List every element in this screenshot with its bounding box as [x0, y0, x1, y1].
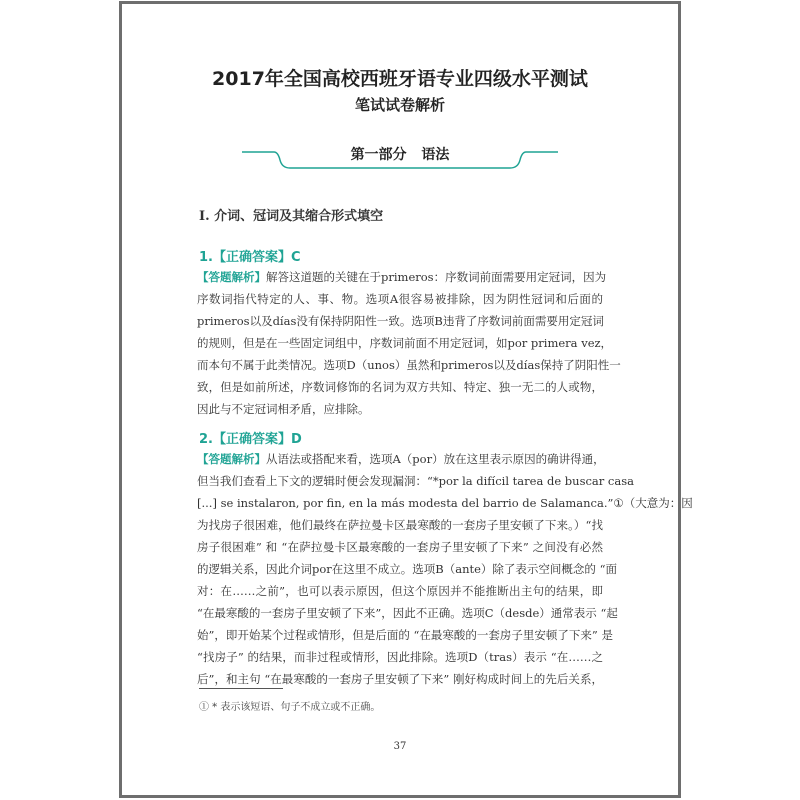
answer-label-1: 1.【正确答案】C [199, 250, 301, 265]
footnote: ① * 表示该短语、句子不成立或不正确。 [199, 702, 381, 713]
analysis-2 [197, 448, 693, 690]
text-line: “找房子” 的结果，而非过程或情形，因此排除。选项D（tras）表示 “在……之 [197, 650, 603, 664]
text-line: 解答这道题的关键在于primeros：序数词前面需要用定冠词，因为 [266, 270, 607, 284]
text-line: 而本句不属于此类情况。选项D（unos）虽然和primeros以及días保持了阴阳性一 [197, 358, 621, 372]
text-line: 致，但是如前所述，序数词修饰的名词为双方共知、特定、独一无二的人或物， [197, 380, 603, 394]
part-title: 第一部分 语法 [350, 147, 450, 163]
text-line: 对：在……之前”，也可以表示原因，但这个原因并不能推断出主句的结果，即 [197, 584, 603, 598]
text-line: 房子很困难” 和 “在萨拉曼卡区最寒酸的一套房子里安顿了下来” 之间没有必然 [197, 540, 603, 554]
document-subtitle: 笔试试卷解析 [354, 96, 445, 114]
text-line: 从语法或搭配来看，选项A（por）放在这里表示原因的确讲得通， [266, 452, 605, 466]
text-line: 但当我们查看上下文的逻辑时便会发现漏洞：“*por la difícil tarea de buscar casa [197, 474, 634, 488]
text-line: 为找房子很困难，他们最终在萨拉曼卡区最寒酸的一套房子里安顿了下来。）“找 [197, 518, 603, 532]
text-line: 因此与不定冠词相矛盾，应排除。 [197, 402, 370, 416]
text-line: 始”，即开始某个过程或情形，但是后面的 “在最寒酸的一套房子里安顿了下来” 是 [197, 628, 613, 642]
document-title: 2017年全国高校西班牙语专业四级水平测试 [212, 68, 588, 90]
text-line: “在最寒酸的一套房子里安顿了下来”，因此不正确。选项C（desde）通常表示 “起 [197, 606, 618, 620]
analysis-tag: 【答题解析】 [197, 270, 266, 284]
text-line: 的规则，但是在一些固定词组中，序数词前面不用定冠词，如por primera vez， [197, 336, 613, 350]
answer-label-2: 2.【正确答案】D [199, 432, 302, 447]
text-line: [...] se instalaron, por fin, en la más modesta del barrio de Salamanca.”①（大意为：因 [197, 496, 693, 510]
page-number: 37 [393, 741, 407, 752]
text-line: 序数词指代特定的人、事、物。选项A很容易被排除，因为阴性冠词和后面的 [197, 292, 603, 306]
footnote-divider [199, 688, 283, 689]
analysis-1 [197, 266, 621, 420]
section-heading: I. 介词、冠词及其缩合形式填空 [199, 209, 384, 224]
text-line: primeros以及días没有保持阴阳性一致。选项B违背了序数词前面需要用定冠词 [197, 314, 604, 328]
text-line: 的逻辑关系，因此介词por在这里不成立。选项B（ante）除了表示空间概念的 “面 [197, 562, 617, 576]
text-line: 后”，和主句 “在最寒酸的一套房子里安顿了下来” 刚好构成时间上的先后关系， [197, 672, 603, 686]
part-header [242, 140, 558, 180]
analysis-tag: 【答题解析】 [197, 452, 266, 466]
